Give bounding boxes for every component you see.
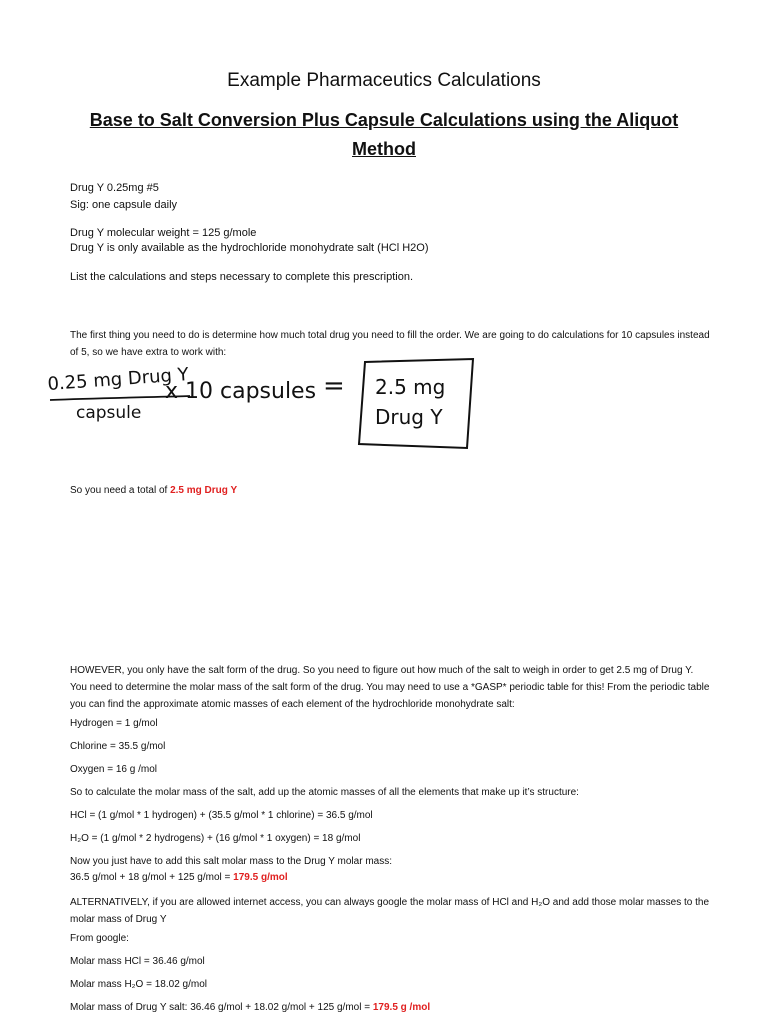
total-sentence — [70, 485, 237, 496]
rx-line-sig: Sig: one capsule daily — [70, 199, 178, 211]
rx-line-instructions: List the calculations and steps necessary to complete this prescription. — [70, 271, 414, 283]
h2o-calculation: H₂O = (1 g/mol * 2 hydrogens) + (16 g/mol * 1 oxygen) = 18 g/mol — [70, 833, 361, 844]
result-box — [355, 356, 477, 452]
salt-intro: So to calculate the molar mass of the salt, add up the atomic masses of all the elements that make up it’s structure: — [70, 787, 579, 798]
element-hydrogen: Hydrogen = 1 g/mol — [70, 718, 158, 729]
rx-line-molecular-weight: Drug Y molecular weight = 125 g/mole — [70, 227, 257, 239]
result-line-1: 2.5 mg — [375, 375, 446, 399]
sum-value: 179.5 g/mol — [233, 872, 288, 883]
however-paragraph: HOWEVER, you only have the salt form of the drug. So you need to figure out how much of the salt to weigh in order to get 2.5 mg of Drug Y. You need to determine the molar mass of the salt form of the drug. You may need to use a *GASP* periodic table for this! From the periodic table you can find the approximate atomic masses of each element of the hydrochloride monohydrate salt: — [70, 665, 710, 710]
google-hcl: Molar mass HCl = 36.46 g/mol — [70, 956, 205, 967]
result-line-2: Drug Y — [375, 405, 443, 429]
total-prefix: So you need a total of — [70, 485, 171, 496]
rx-line-salt-form: Drug Y is only available as the hydrochloride monohydrate salt (HCl H2O) — [70, 242, 429, 254]
intro-paragraph: The first thing you need to do is determine how much total drug you need to fill the order. We are going to do calculations for 10 capsules instead of 5, so we have extra to work with: — [70, 330, 710, 358]
element-chlorine: Chlorine = 35.5 g/mol — [70, 741, 166, 752]
alternatively-paragraph: ALTERNATIVELY, if you are allowed internet access, you can always google the molar mass of HCl and H₂O and add those molar masses to the molar mass of Drug Y — [70, 897, 710, 925]
handwritten-numerator: 0.25 mg Drug Y — [46, 364, 190, 395]
google-sum-value: 179.5 g /mol — [372, 1002, 431, 1013]
google-sum-prefix: Molar mass of Drug Y salt: 36.46 g/mol + 18.02 g/mol + 125 g/mol = — [70, 1002, 373, 1013]
sum-line — [70, 872, 288, 883]
handwritten-equals: = — [323, 371, 345, 401]
google-h2o: Molar mass H₂O = 18.02 g/mol — [70, 979, 207, 990]
add-intro: Now you just have to add this salt molar mass to the Drug Y molar mass: — [70, 856, 392, 867]
from-google: From google: — [70, 933, 129, 944]
google-sum-line — [70, 1002, 430, 1013]
handwritten-multiplier: x 10 capsules — [165, 379, 317, 404]
document-title: Example Pharmaceutics Calculations — [227, 70, 541, 91]
sum-prefix: 36.5 g/mol + 18 g/mol + 125 g/mol = — [70, 872, 234, 883]
total-value: 2.5 mg Drug Y — [170, 485, 238, 496]
handwritten-denominator: capsule — [76, 403, 142, 423]
element-oxygen: Oxygen = 16 g /mol — [70, 764, 157, 775]
document-subtitle: Base to Salt Conversion Plus Capsule Calculations using the Aliquot Method — [89, 110, 679, 159]
result-box-outline — [359, 359, 473, 448]
rx-line-drug: Drug Y 0.25mg #5 — [70, 182, 159, 194]
hcl-calculation: HCl = (1 g/mol * 1 hydrogen) + (35.5 g/mol * 1 chlorine) = 36.5 g/mol — [70, 810, 373, 821]
